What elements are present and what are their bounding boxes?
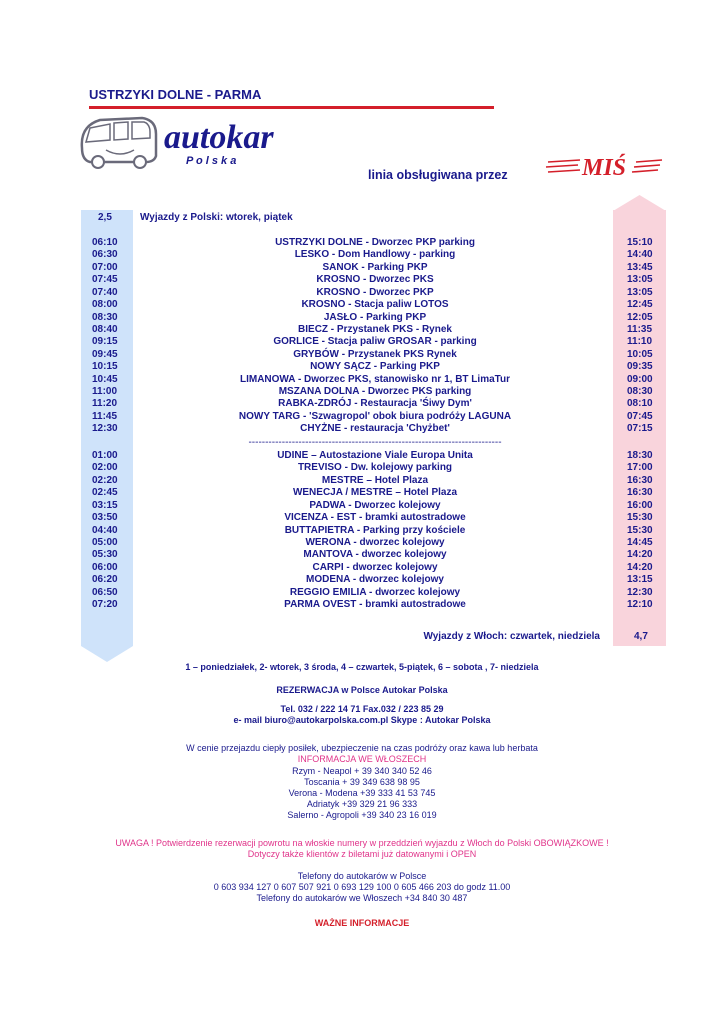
stop-name: UDINE – Autostazione Viale Europa Unita: [277, 450, 473, 461]
return-time: 08:10: [627, 398, 653, 409]
stop-name: SANOK - Parking PKP: [322, 262, 428, 273]
return-time: 10:05: [627, 349, 653, 360]
return-time: 15:30: [627, 512, 653, 523]
stop-name: USTRZYKI DOLNE - Dworzec PKP parking: [275, 237, 475, 248]
stop-name: MESTRE – Hotel Plaza: [321, 475, 429, 486]
stop-name: PADWA - Dworzec kolejowy: [309, 500, 441, 511]
stop-name: LIMANOWA - Dworzec PKS, stanowisko nr 1, BT LimaTur: [239, 374, 511, 385]
departure-time: 06:50: [92, 587, 118, 598]
stop-name: CARPI - dworzec kolejowy: [312, 562, 438, 573]
italy-contact: Verona - Modena +39 333 41 53 745: [288, 788, 436, 798]
stop-name: GORLICE - Stacja paliw GROSAR - parking: [273, 336, 477, 347]
return-time: 16:30: [627, 475, 653, 486]
italy-contact: Rzym - Neapol + 39 340 340 52 46: [292, 766, 432, 776]
stop-name: REGGIO EMILIA - dworzec kolejowy: [289, 587, 461, 598]
departure-time: 07:40: [92, 287, 118, 298]
return-time: 13:05: [627, 287, 653, 298]
phones-italy: Telefony do autokarów we Włoszech +34 840 30 487: [256, 893, 468, 903]
stop-name: TREVISO - Dw. kolejowy parking: [297, 462, 453, 473]
return-time: 14:20: [627, 549, 653, 560]
departure-time: 09:45: [92, 349, 118, 360]
return-time: 11:35: [627, 324, 653, 335]
stop-name: WENECJA / MESTRE – Hotel Plaza: [292, 487, 458, 498]
stop-name: MANTOVA - dworzec kolejowy: [303, 549, 447, 560]
stop-name: KROSNO - Dworzec PKS: [316, 274, 434, 285]
autokar-logo: [76, 112, 316, 178]
return-time: 14:40: [627, 249, 653, 260]
return-time: 16:00: [627, 500, 653, 511]
departure-time: 06:00: [92, 562, 118, 573]
return-time: 14:20: [627, 562, 653, 573]
departure-time: 05:00: [92, 537, 118, 548]
stop-name: PARMA OVEST - bramki autostradowe: [284, 599, 466, 610]
departure-time: 12:30: [92, 423, 118, 434]
departure-time: 10:15: [92, 361, 118, 372]
return-time: 12:45: [627, 299, 653, 310]
stop-name: JASŁO - Parking PKP: [323, 312, 427, 323]
stop-name: BUTTAPIETRA - Parking przy kościele: [284, 525, 466, 536]
italy-info-title: INFORMACJA WE WŁOSZECH: [297, 754, 427, 764]
departure-time: 07:20: [92, 599, 118, 610]
header-divider: [89, 106, 494, 109]
return-time: 12:10: [627, 599, 653, 610]
departure-time: 03:50: [92, 512, 118, 523]
warning-line-1: UWAGA ! Potwierdzenie rezerwacji powrotu na włoskie numery w przeddzień wyjazdu z Włoch do Polski OBOWIĄZKOWE !: [115, 838, 609, 848]
departure-time: 02:45: [92, 487, 118, 498]
reservation-title: REZERWACJA w Polsce Autokar Polska: [276, 685, 448, 695]
phones-poland-title: Telefony do autokarów w Polsce: [297, 871, 427, 881]
departure-days-code: 2,5: [98, 212, 112, 223]
departure-time: 01:00: [92, 450, 118, 461]
stop-name: CHYŻNE - restauracja 'Chyżbet': [300, 423, 450, 434]
stop-name: RABKA-ZDRÓJ - Restauracja 'Śiwy Dym': [278, 398, 472, 409]
return-time: 12:30: [627, 587, 653, 598]
departure-time: 04:40: [92, 525, 118, 536]
return-time: 07:15: [627, 423, 653, 434]
departure-time: 06:20: [92, 574, 118, 585]
return-time: 16:30: [627, 487, 653, 498]
return-days-text: Wyjazdy z Włoch: czwartek, niedziela: [423, 631, 600, 642]
operator-logo: [544, 148, 664, 184]
departure-time: 07:00: [92, 262, 118, 273]
return-time: 07:45: [627, 411, 653, 422]
departure-time: 07:45: [92, 274, 118, 285]
italy-contact: Toscania + 39 349 638 98 95: [304, 777, 420, 787]
return-time: 13:45: [627, 262, 653, 273]
departure-time: 06:30: [92, 249, 118, 260]
logo-sub-text: P o l s k a: [186, 155, 237, 167]
departure-time: 02:00: [92, 462, 118, 473]
stop-name: GRYBÓW - Przystanek PKS Rynek: [293, 349, 457, 360]
arrow-down-icon: [81, 646, 133, 662]
return-time: 09:35: [627, 361, 653, 372]
departure-time: 06:10: [92, 237, 118, 248]
departure-time: 10:45: [92, 374, 118, 385]
stop-name: NOWY TARG - 'Szwagropol' obok biura podróży LAGUNA: [238, 411, 512, 422]
return-time: 11:10: [627, 336, 653, 347]
return-days-code: 4,7: [634, 631, 648, 642]
return-time: 12:05: [627, 312, 653, 323]
logo-main-text: autokar: [164, 119, 274, 156]
phones-poland: 0 603 934 127 0 607 507 921 0 693 129 100 0 605 466 203 do godz 11.00: [213, 882, 511, 892]
departure-time: 11:00: [92, 386, 118, 397]
operator-logo-text: MIŚ: [582, 155, 627, 181]
included-services: W cenie przejazdu ciepły posiłek, ubezpieczenie na czas podróży oraz kawa lub herbata: [186, 743, 538, 753]
route-title: USTRZYKI DOLNE - PARMA: [89, 87, 262, 102]
return-time: 14:45: [627, 537, 653, 548]
stop-name: WERONA - dworzec kolejowy: [305, 537, 445, 548]
stop-name: VICENZA - EST - bramki autostradowe: [284, 512, 466, 523]
return-time: 17:00: [627, 462, 653, 473]
day-legend: 1 – poniedziałek, 2- wtorek, 3 środa, 4 – czwartek, 5-piątek, 6 – sobota , 7- niedziela: [185, 662, 539, 672]
section-separator: ----------------------------------------------------------------------------: [248, 437, 502, 448]
email-skype-line: e- mail biuro@autokarpolska.com.pl Skype : Autokar Polska: [233, 715, 491, 725]
warning-line-2: Dotyczy także klientów z biletami już datowanymi i OPEN: [247, 849, 477, 859]
stop-name: KROSNO - Dworzec PKP: [316, 287, 434, 298]
departure-time: 02:20: [92, 475, 118, 486]
stop-name: LESKO - Dom Handlowy - parking: [294, 249, 456, 260]
return-time: 08:30: [627, 386, 653, 397]
stop-name: KROSNO - Stacja paliw LOTOS: [301, 299, 449, 310]
return-time: 13:05: [627, 274, 653, 285]
departure-time: 05:30: [92, 549, 118, 560]
return-time: 15:10: [627, 237, 653, 248]
important-info-title: WAŻNE INFORMACJE: [314, 918, 410, 928]
departure-time: 08:00: [92, 299, 118, 310]
return-time: 09:00: [627, 374, 653, 385]
operated-by-label: linia obsługiwana przez: [368, 168, 508, 182]
stop-name: MODENA - dworzec kolejowy: [306, 574, 444, 585]
departure-time: 11:45: [92, 411, 118, 422]
italy-contact: Adriatyk +39 329 21 96 333: [306, 799, 418, 809]
departure-time: 08:30: [92, 312, 118, 323]
italy-contact: Salerno - Agropoli +39 340 23 16 019: [287, 810, 437, 820]
departure-time: 03:15: [92, 500, 118, 511]
stop-name: NOWY SĄCZ - Parking PKP: [310, 361, 440, 372]
return-time: 18:30: [627, 450, 653, 461]
departure-time: 08:40: [92, 324, 118, 335]
stop-name: MSZANA DOLNA - Dworzec PKS parking: [278, 386, 472, 397]
departure-time: 11:20: [92, 398, 118, 409]
stop-name: BIECZ - Przystanek PKS - Rynek: [298, 324, 452, 335]
arrow-up-icon: [613, 195, 666, 211]
return-time: 13:15: [627, 574, 653, 585]
return-time: 15:30: [627, 525, 653, 536]
bus-icon: [82, 118, 156, 168]
departure-time: 09:15: [92, 336, 118, 347]
phone-fax-line: Tel. 032 / 222 14 71 Fax.032 / 223 85 29: [280, 704, 444, 714]
departure-days-text: Wyjazdy z Polski: wtorek, piątek: [140, 212, 293, 223]
